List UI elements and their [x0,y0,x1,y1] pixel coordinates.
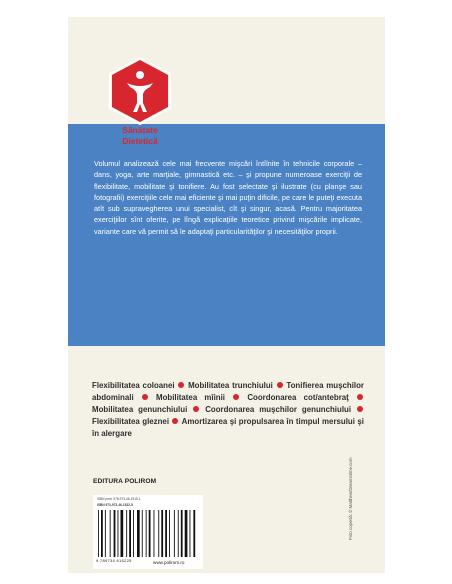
bullet-icon [357,406,363,412]
description-text: Volumul analizează cele mai frecvente mişcări întîlnite în tehnicile corporale – dans, yoga, arte marţiale, gimnastică etc. – şi propune numeroase exerciţii de flexibilitate, mobilitate şi tonifiere. Au fost selectate şi ilustrate (cu planşe sau fotografii) exerciţiile cele mai eficiente şi mai puţin dificile, pe care le puteţi executa atît sub supravegherea unui specialist, cît şi singur, acasă. Pentru majoritatea exerciţiilor sînt oferite, pe lîngă explicaţiile teoretice privind mişcările implicate, variante care vă permit să le adaptaţi particularităţilor şi necesităţilor proprii. [94,159,362,236]
topic-item: Flexibilitatea gleznei [92,417,170,427]
logo-line-1: Sănătate [122,125,158,135]
bullet-icon [178,382,184,388]
bullet-icon [193,406,199,412]
topic-item: Mobilitatea mîinii [156,393,225,403]
barcode [96,510,200,557]
topic-item: Tonifierea muşchilor abdominali [92,381,364,403]
bullet-icon [172,418,178,424]
figure-head-icon [136,71,144,79]
bullet-icon [357,394,363,400]
series-logo [106,58,174,154]
topic-item: Mobilitatea trunchiului [188,381,273,390]
topic-item: Amortizarea şi propulsarea în timpul mersului şi în alergare [92,417,364,439]
topic-item: Mobilitatea genunchiului [92,405,188,415]
bullet-icon [277,382,283,388]
logo-line-2: Dietetică [122,136,158,146]
barcode-number: 9 789734 615225 [96,558,132,563]
topic-item: Flexibilitatea coloanei [92,381,175,390]
topic-item: Coordonarea muşchilor genunchiului [205,405,352,415]
publisher-name: EDITURA POLIROM [93,478,157,485]
topics-list [92,380,364,440]
photo-credit: Foto copertă: © Matthew/Dreamstime.com [348,457,353,540]
back-cover [68,17,385,573]
isbn-block [93,495,203,569]
bullet-icon [142,394,148,400]
isbn-line-1: ISBN print: 978-973-46-1915-1 [97,497,141,501]
topic-item: Coordonarea cot/antebraţ [247,393,349,403]
isbn-line-2: ISBN 973-973-46-1522-5 [97,503,133,507]
bullet-icon [233,394,239,400]
publisher-website: www.polirom.ro [153,560,185,565]
